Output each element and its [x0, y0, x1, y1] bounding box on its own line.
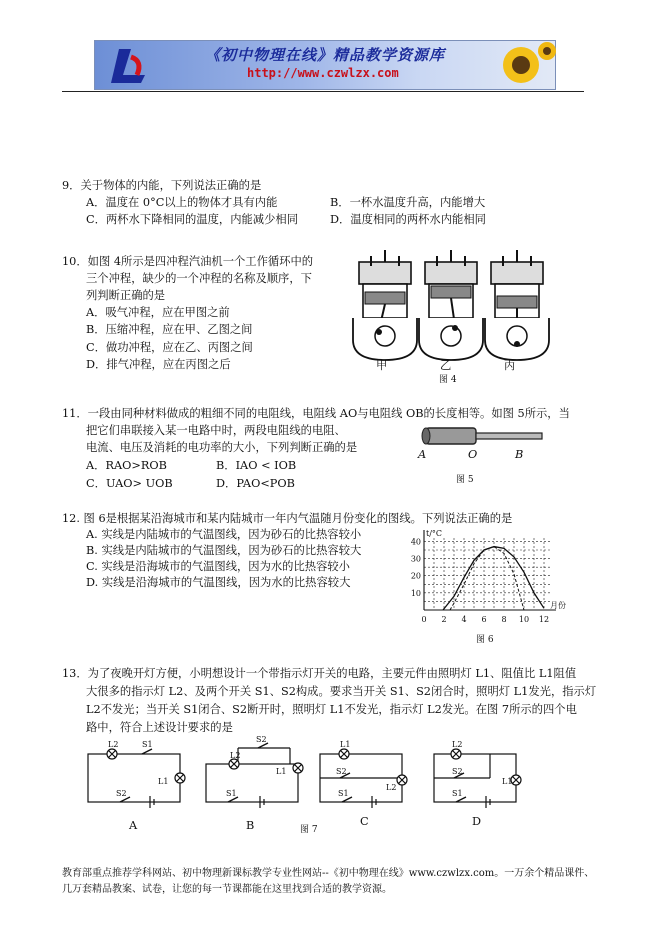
- circuit-d-label-l2: L2: [452, 740, 463, 749]
- q13-stem-line4: 路中，符合上述设计要求的是: [86, 721, 233, 734]
- chart-x-tick-label: 12: [538, 615, 550, 624]
- q10-stem-line1: 10．如图 4所示是四冲程汽油机一个工作循环中的: [62, 255, 314, 268]
- figure-6-chart: [400, 524, 580, 634]
- q9-option-d: D．温度相同的两杯水内能相同: [330, 213, 486, 226]
- q11-stem-line3: 电流、电压及消耗的电功率的大小，下列判断正确的是: [86, 441, 358, 454]
- chart-y-tick-label: 10: [410, 588, 421, 598]
- fig4-label-bing: 丙: [504, 359, 516, 372]
- chart-x-tick-label: 2: [441, 615, 447, 624]
- q12-option-a: A. 实线是内陆城市的气温图线，因为砂石的比热容较小: [86, 528, 362, 541]
- engine-cylinder-yi: [419, 250, 483, 360]
- chart-x-tick-label: 6: [481, 615, 487, 624]
- fig4-caption: 图 4: [439, 375, 457, 385]
- q11-option-c: C．UAO> UOB: [86, 477, 173, 490]
- q10-option-c: C．做功冲程，应在乙、丙图之间: [86, 341, 253, 354]
- q11-stem-line2: 把它们串联接入某一电路中时，两段电阻线的电阻、: [86, 424, 346, 437]
- fig7-caption: 图 7: [300, 825, 318, 835]
- q12-stem: 12. 图 6是根据某沿海城市和某内陆城市一年内气温随月份变化的图线。下列说法正确的是: [62, 512, 513, 525]
- chart-y-tick-label: 20: [410, 571, 421, 581]
- footer-text: 教育部重点推荐学科网站、初中物理新课标教学专业性网站--《初中物理在线》www.czwlzx.com。一万余个精品课件、几万套精品教案、试卷，让您的每一节课都能在这里找到合适的教学资源。: [62, 868, 595, 895]
- q13-stem-line3: L2不发光；当开关 S1闭合、S2断开时，照明灯 L1不发光，指示灯 L2发光。在图 7所示的四个电: [86, 703, 577, 716]
- circuit-b-label-l1: L1: [276, 767, 287, 776]
- circuit-b-label-s1: S1: [226, 789, 237, 798]
- fig5-caption: 图 5: [456, 475, 474, 485]
- circuit-c-label-s2: S2: [336, 767, 347, 776]
- header-rule: [62, 91, 584, 92]
- fig4-label-yi: 乙: [440, 359, 452, 372]
- circuit-d-label-l1: L1: [502, 777, 513, 786]
- engine-cylinder-bing: [485, 250, 549, 360]
- circuit-a-label-l1: L1: [158, 777, 169, 786]
- circuit-b-label-s2: S2: [256, 735, 267, 744]
- q10-option-b: B．压缩冲程，应在甲、乙图之间: [86, 323, 253, 336]
- q12-option-d: D. 实线是沿海城市的气温图线，因为水的比热容较大: [86, 576, 351, 589]
- chart-x-tick-label: 4: [461, 615, 467, 624]
- fig6-caption: 图 6: [476, 635, 494, 645]
- fig7-option-c: C: [360, 815, 369, 828]
- site-logo: [101, 41, 161, 89]
- circuit-c-label-l2: L2: [386, 783, 397, 792]
- fig7-option-d: D: [472, 815, 482, 828]
- q10-option-a: A．吸气冲程，应在甲图之前: [86, 306, 230, 319]
- q10-option-d: D．排气冲程，应在丙图之后: [86, 358, 231, 371]
- chart-x-tick-label: 10: [518, 615, 530, 624]
- q11-option-b: B．IAO < IOB: [216, 459, 297, 472]
- q10-stem-line3: 列判断正确的是: [86, 289, 166, 302]
- banner-title: 《初中物理在线》精品教学资源库: [205, 46, 446, 64]
- engine-cylinder-jia: [353, 250, 417, 360]
- q13-stem-line1: 13．为了夜晚开灯方便，小明想设计一个带指示灯开关的电路，主要元件由照明灯 L1、阻值比 L1阻值: [62, 667, 577, 680]
- sunflower-image: [485, 41, 555, 89]
- fig7-option-a: A: [129, 819, 138, 832]
- q9-option-b: B．一杯水温度升高，内能增大: [330, 196, 486, 209]
- circuit-c-label-s1: S1: [338, 789, 349, 798]
- q12-option-c: C. 实线是沿海城市的气温图线，因为水的比热容较小: [86, 560, 350, 573]
- chart-series-solid-line: [443, 547, 544, 610]
- circuit-c-label-l1: L1: [340, 740, 351, 749]
- circuit-c: [320, 749, 407, 808]
- fig5-label-b: B: [515, 448, 524, 461]
- circuit-a-label-s2: S2: [116, 789, 127, 798]
- q13-stem-line2: 大很多的指示灯 L2、及两个开关 S1、S2构成。要求当开关 S1、S2闭合时，照明灯 L1发光，指示灯: [86, 685, 597, 698]
- chart-y-tick-label: 30: [410, 554, 421, 564]
- fig7-option-b: B: [246, 819, 255, 832]
- q11-option-a: A．RAO>ROB: [86, 459, 167, 472]
- chart-x-axis-label: 月份: [550, 601, 566, 610]
- q12-option-b: B. 实线是内陆城市的气温图线，因为砂石的比热容较大: [86, 544, 362, 557]
- figure-5-wire: [408, 424, 548, 458]
- q11-option-d: D．PAO<POB: [216, 477, 295, 490]
- circuit-b: [206, 743, 303, 808]
- q10-stem-line2: 三个冲程，缺少的一个冲程的名称及顺序，下: [86, 272, 312, 285]
- fig4-label-jia: 甲: [376, 359, 388, 372]
- chart-y-axis-label: t/°C: [426, 529, 443, 538]
- circuit-a-label-s1: S1: [142, 740, 153, 749]
- circuit-a-label-l2: L2: [108, 740, 119, 749]
- chart-x-tick-label: 8: [501, 615, 507, 624]
- chart-y-tick-label: 40: [410, 537, 421, 547]
- circuit-d-label-s2: S2: [452, 767, 463, 776]
- fig5-label-a: A: [418, 448, 427, 461]
- circuit-b-label-l2: L2: [230, 751, 241, 760]
- circuit-d-label-s1: S1: [452, 789, 463, 798]
- q11-stem-line1: 11．一段由同种材料做成的粗细不同的电阻线，电阻线 AO与电阻线 OB的长度相等。如图 5所示，当: [62, 407, 570, 420]
- fig5-label-o: O: [468, 448, 478, 461]
- q9-stem: 9．关于物体的内能，下列说法正确的是: [62, 179, 262, 192]
- figure-7-circuits: [80, 735, 520, 812]
- q9-option-c: C．两杯水下降相同的温度，内能减少相同: [86, 213, 298, 226]
- chart-x-tick-label: 0: [421, 615, 427, 624]
- circuit-a: [88, 749, 185, 808]
- banner-url[interactable]: http://www.czwlzx.com: [247, 66, 399, 80]
- q9-option-a: A．温度在 0°C以上的物体才具有内能: [86, 196, 278, 209]
